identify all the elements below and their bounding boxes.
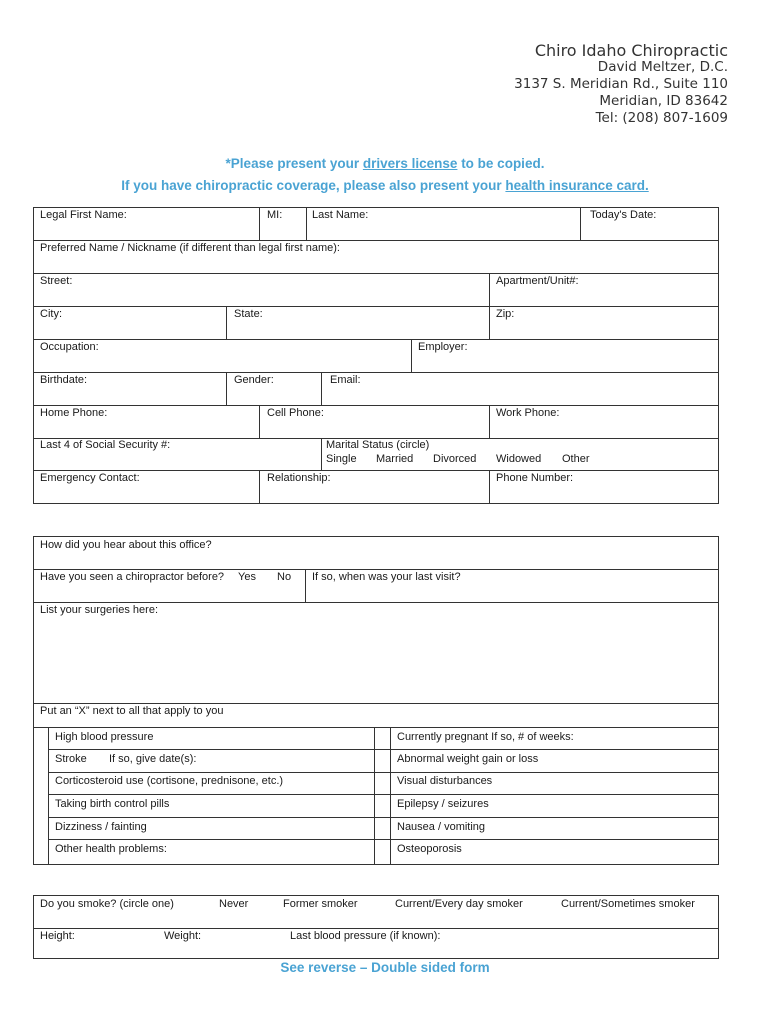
phone-line: Tel: (208) 807-1609 — [595, 110, 728, 126]
preferred-name-field[interactable]: Preferred Name / Nickname (if different than legal first name): — [40, 242, 340, 254]
height-field[interactable]: Height: — [40, 930, 75, 942]
marital-option-widowed[interactable]: Widowed — [496, 453, 542, 465]
condition-birth-control[interactable]: Taking birth control pills — [55, 798, 170, 810]
condition-visual-disturbances[interactable]: Visual disturbances — [397, 775, 493, 787]
notice-text: If you have chiropractic coverage, please also present your — [121, 178, 506, 193]
seen-chiro-yes[interactable]: Yes — [238, 571, 256, 583]
condition-epilepsy[interactable]: Epilepsy / seizures — [397, 798, 489, 810]
last-name-field[interactable]: Last Name: — [312, 209, 369, 221]
marital-option-divorced[interactable]: Divorced — [433, 453, 477, 465]
lifestyle-table — [33, 895, 719, 959]
smoke-question: Do you smoke? (circle one) — [40, 898, 174, 910]
street-field[interactable]: Street: — [40, 275, 73, 287]
smoke-option-current-sometimes[interactable]: Current/Sometimes smoker — [561, 898, 695, 910]
work-phone-field[interactable]: Work Phone: — [496, 407, 560, 419]
doctor-name: David Meltzer, D.C. — [597, 59, 728, 75]
weight-field[interactable]: Weight: — [164, 930, 202, 942]
footer-note: See reverse – Double sided form — [280, 960, 490, 975]
marital-option-single[interactable]: Single — [326, 453, 357, 465]
last-blood-pressure-field[interactable]: Last blood pressure (if known): — [290, 930, 441, 942]
birthdate-field[interactable]: Birthdate: — [40, 374, 88, 386]
drivers-license-link[interactable]: drivers license — [362, 156, 458, 171]
condition-stroke[interactable]: Stroke — [55, 753, 87, 765]
gender-field[interactable]: Gender: — [234, 374, 274, 386]
ssn-last4-field[interactable]: Last 4 of Social Security #: — [40, 439, 171, 451]
legal-first-name-field[interactable]: Legal First Name: — [40, 209, 127, 221]
health-history-table — [33, 536, 719, 865]
last-visit-field[interactable]: If so, when was your last visit? — [312, 571, 461, 583]
apply-prompt: Put an “X” next to all that apply to you — [40, 705, 224, 717]
condition-currently-pregnant[interactable]: Currently pregnant If so, # of weeks: — [397, 731, 574, 743]
emergency-phone-field[interactable]: Phone Number: — [496, 472, 574, 484]
condition-dizziness[interactable]: Dizziness / fainting — [55, 821, 147, 833]
address-line-1: 3137 S. Meridian Rd., Suite 110 — [514, 76, 728, 92]
marital-option-other[interactable]: Other — [562, 453, 590, 465]
heard-about-field[interactable]: How did you hear about this office? — [40, 539, 212, 551]
home-phone-field[interactable]: Home Phone: — [40, 407, 108, 419]
employer-field[interactable]: Employer: — [418, 341, 468, 353]
notice-text: to be copied. — [457, 156, 545, 171]
email-field[interactable]: Email: — [330, 374, 361, 386]
seen-chiro-no[interactable]: No — [277, 571, 292, 583]
marital-status-label: Marital Status (circle) — [326, 439, 430, 451]
condition-corticosteroid-use[interactable]: Corticosteroid use (cortisone, prednisone, etc.) — [55, 775, 284, 787]
state-field[interactable]: State: — [234, 308, 263, 320]
surgeries-field[interactable]: List your surgeries here: — [40, 604, 158, 616]
apartment-field[interactable]: Apartment/Unit#: — [496, 275, 579, 287]
todays-date-field[interactable]: Today's Date: — [590, 209, 657, 221]
condition-high-blood-pressure[interactable]: High blood pressure — [55, 731, 154, 743]
condition-other-health-problems[interactable]: Other health problems: — [55, 843, 167, 855]
smoke-option-never[interactable]: Never — [219, 898, 249, 910]
marital-option-married[interactable]: Married — [376, 453, 414, 465]
zip-field[interactable]: Zip: — [496, 308, 515, 320]
stroke-dates-field[interactable]: If so, give date(s): — [109, 753, 197, 765]
notice-text: *Please present your — [225, 156, 363, 171]
city-field[interactable]: City: — [40, 308, 62, 320]
notice-line-2 — [0, 178, 770, 193]
cell-phone-field[interactable]: Cell Phone: — [267, 407, 324, 419]
emergency-contact-field[interactable]: Emergency Contact: — [40, 472, 140, 484]
patient-info-table — [33, 207, 719, 504]
mi-field[interactable]: MI: — [267, 209, 283, 221]
smoke-option-former[interactable]: Former smoker — [283, 898, 358, 910]
condition-osteoporosis[interactable]: Osteoporosis — [397, 843, 462, 855]
notice-line-1 — [0, 156, 770, 171]
practice-header — [514, 42, 728, 127]
seen-chiro-question: Have you seen a chiropractor before? — [40, 571, 225, 583]
condition-nausea[interactable]: Nausea / vomiting — [397, 821, 486, 833]
smoke-option-current-every-day[interactable]: Current/Every day smoker — [395, 898, 523, 910]
insurance-card-link[interactable]: health insurance card. — [505, 178, 649, 193]
practice-name: Chiro Idaho Chiropractic — [534, 41, 728, 60]
relationship-field[interactable]: Relationship: — [267, 472, 331, 484]
occupation-field[interactable]: Occupation: — [40, 341, 99, 353]
condition-weight-change[interactable]: Abnormal weight gain or loss — [397, 753, 539, 765]
address-line-2: Meridian, ID 83642 — [599, 93, 728, 109]
